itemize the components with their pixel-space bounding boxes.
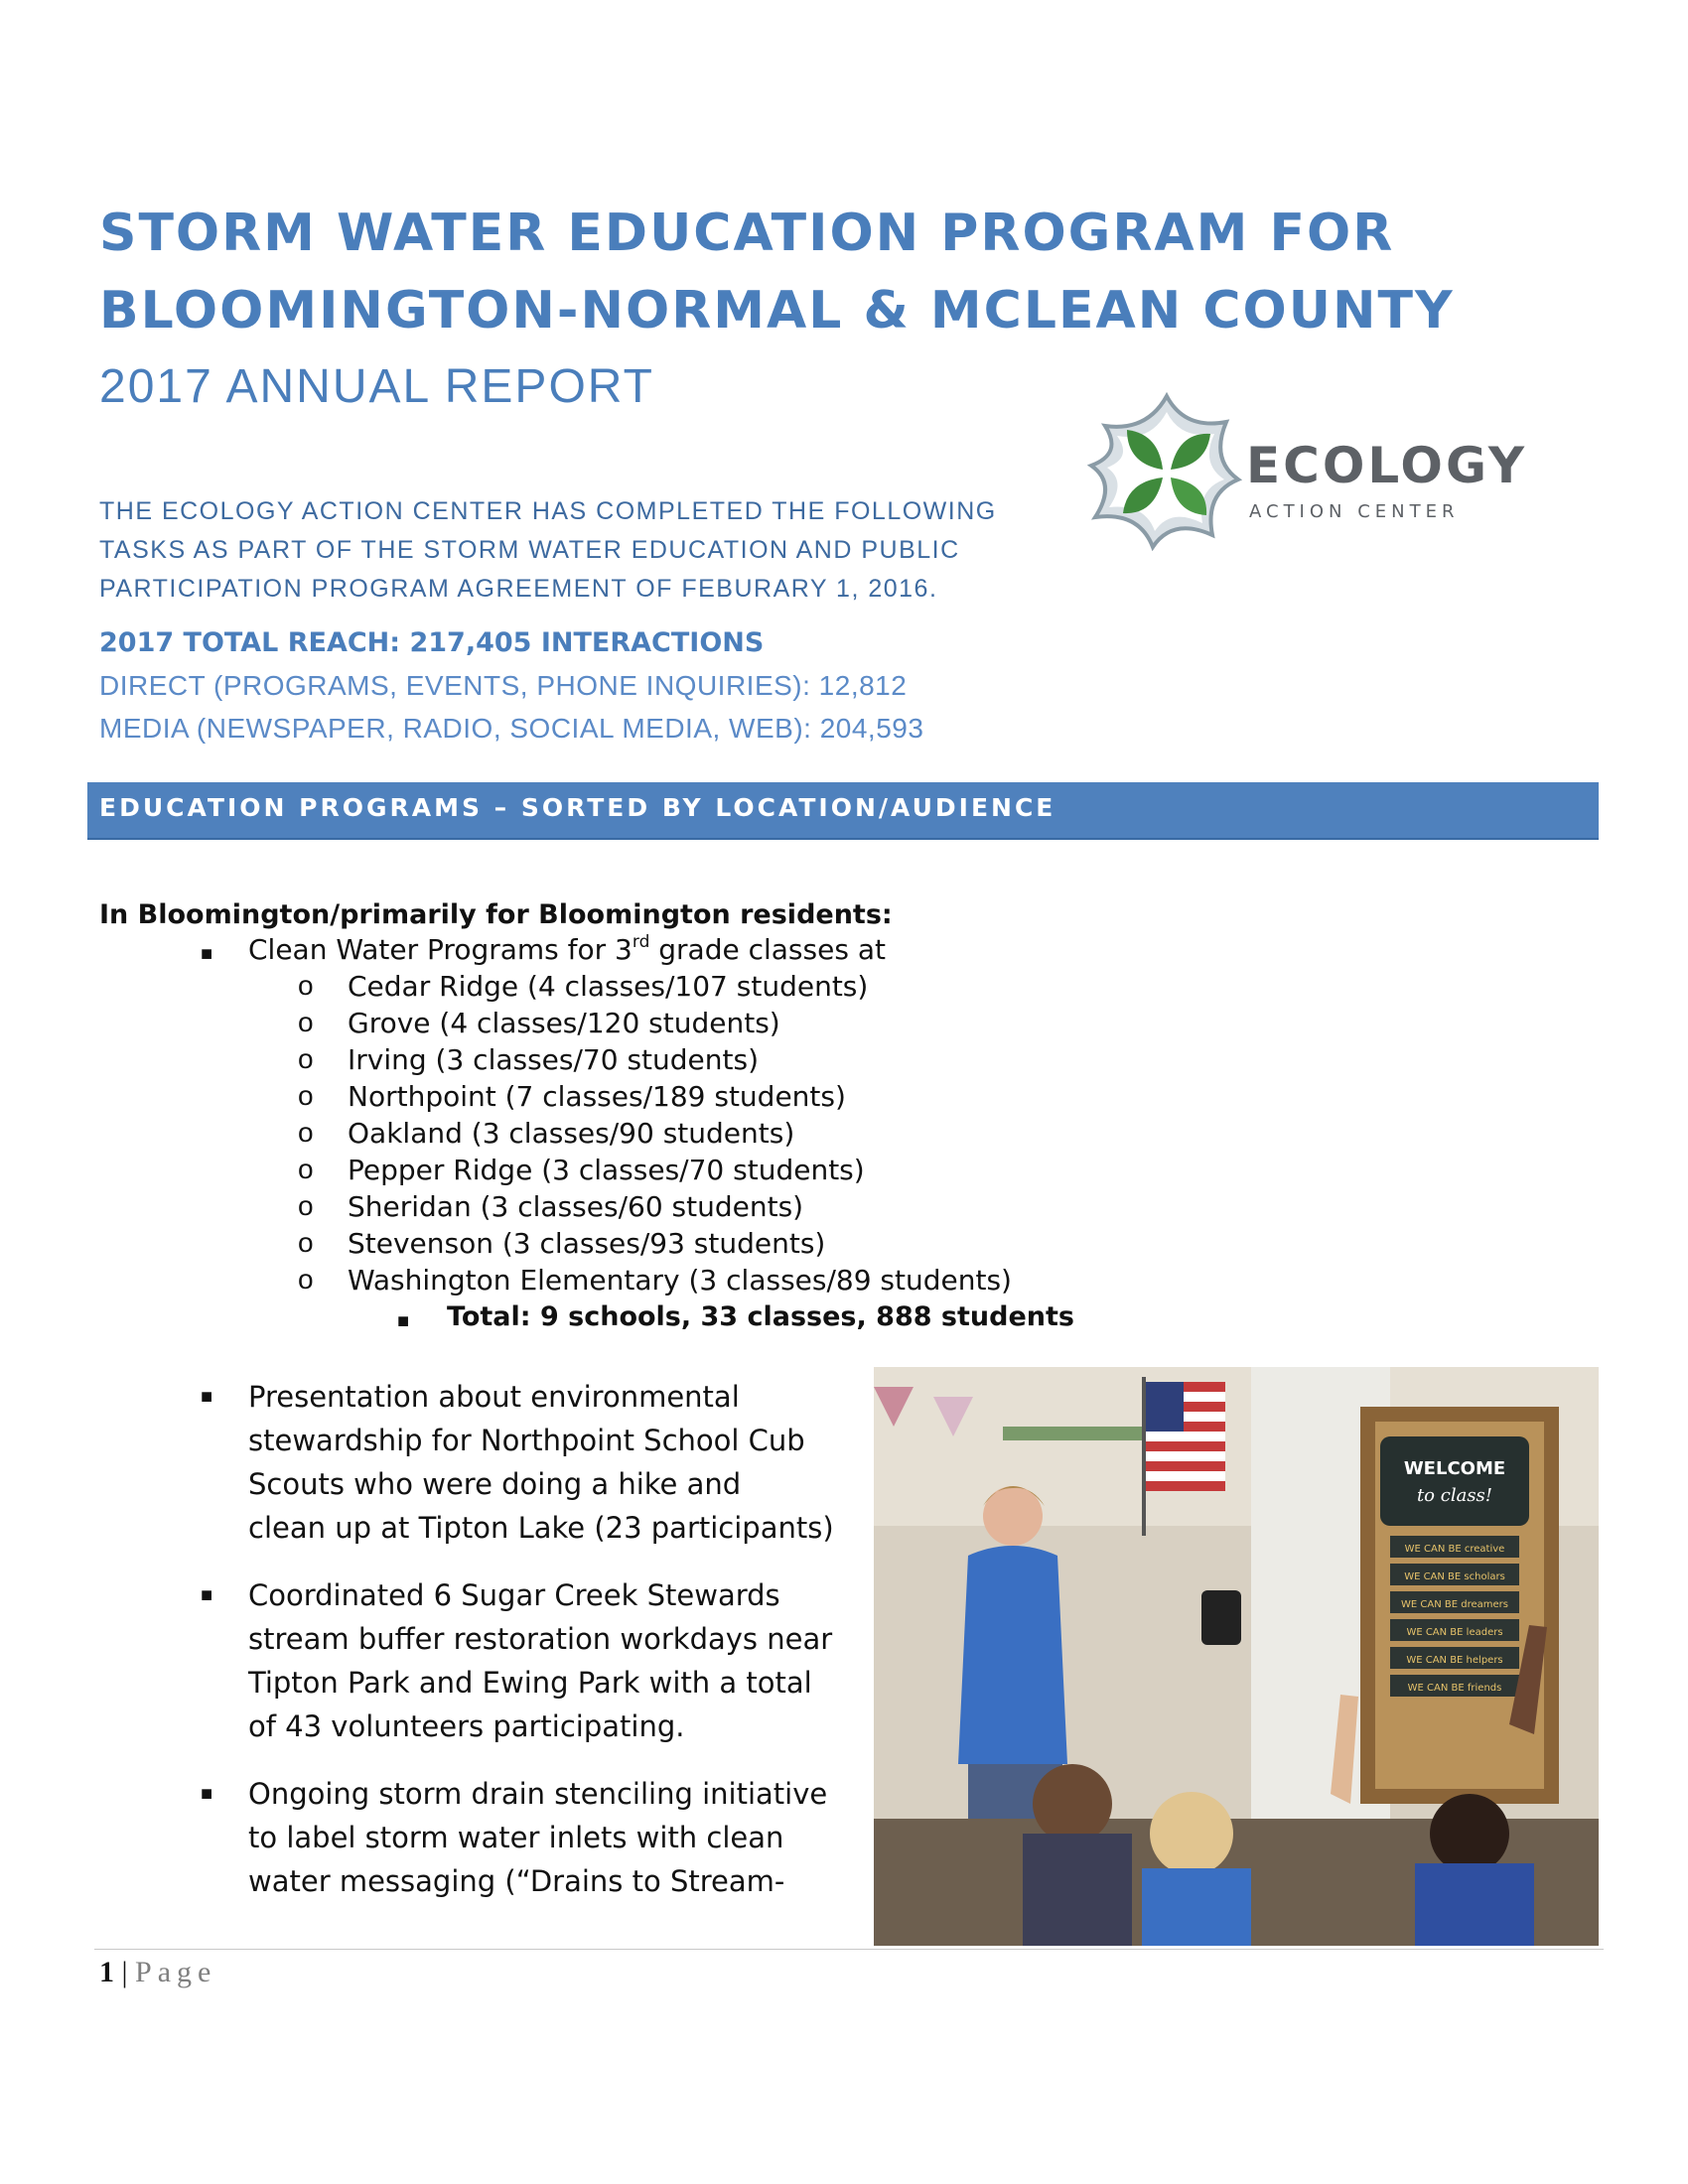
circle-bullet-icon: o [298,1043,314,1074]
school-item: Irving (3 classes/70 students) [348,1043,760,1076]
sugar-creek-stewards-item: Coordinated 6 Sugar Creek Stewards stream buffer restoration workdays near Tipton Park and Ewing Park with a total of 43 volunteers participating. [248,1578,833,1743]
classroom-photo [874,1367,1599,1946]
sign-row: WE CAN BE creative [1404,1544,1505,1555]
clean-water-total: Total: 9 schools, 33 classes, 888 students [447,1301,1074,1332]
location-heading: In Bloomington/primarily for Bloomington residents: [99,899,893,930]
sign-row: WE CAN BE leaders [1406,1627,1503,1638]
sign-title: WELCOME [1403,1458,1506,1479]
circle-bullet-icon: o [298,1190,314,1221]
direct-reach: DIRECT (PROGRAMS, EVENTS, PHONE INQUIRIES): 12,812 [99,670,908,701]
sign-row: WE CAN BE scholars [1404,1571,1505,1582]
sign-row: WE CAN BE helpers [1406,1655,1503,1666]
circle-bullet-icon: o [298,1007,314,1037]
circle-bullet-icon: o [298,1264,314,1295]
report-title-line-1: STORM WATER EDUCATION PROGRAM FOR [99,204,1395,263]
clean-water-programs-item: Clean Water Programs for 3rd grade classes at [248,932,886,966]
footer-rule [94,1949,1604,1950]
square-bullet-icon: ■ [397,1310,410,1332]
page-footer: 1 | Page [99,1956,217,1988]
section-title: EDUCATION PROGRAMS – SORTED BY LOCATION/AUDIENCE [99,793,1056,822]
logo-wordmark: ECOLOGY [1246,437,1528,494]
circle-bullet-icon: o [298,970,314,1001]
report-subtitle: 2017 ANNUAL REPORT [99,360,654,413]
sign-row: WE CAN BE dreamers [1401,1599,1508,1610]
total-reach: 2017 TOTAL REACH: 217,405 INTERACTIONS [99,627,765,658]
circle-bullet-icon: o [298,1117,314,1148]
school-item: Sheridan (3 classes/60 students) [348,1190,804,1223]
cub-scouts-presentation-item: Presentation about environmental stewardship for Northpoint School Cub Scouts who were doing a hike and clean up at Tipton Lake (23 participants) [248,1380,834,1545]
media-reach: MEDIA (NEWSPAPER, RADIO, SOCIAL MEDIA, WEB): 204,593 [99,713,924,744]
intro-paragraph: THE ECOLOGY ACTION CENTER HAS COMPLETED THE FOLLOWING TASKS AS PART OF THE STORM WATER EDUCATION AND PUBLIC PARTICIPATION PROGRAM AGREEMENT OF FEBURARY 1, 2016. [99,497,997,603]
school-item: Grove (4 classes/120 students) [348,1007,780,1039]
square-bullet-icon: ■ [201,1386,213,1408]
circle-bullet-icon: o [298,1227,314,1258]
sign-row: WE CAN BE friends [1407,1683,1502,1694]
school-item: Stevenson (3 classes/93 students) [348,1227,826,1260]
school-item: Northpoint (7 classes/189 students) [348,1080,846,1113]
report-title-line-2: BLOOMINGTON-NORMAL & MCLEAN COUNTY [99,281,1455,341]
sign-subtitle: to class! [1416,1485,1493,1506]
square-bullet-icon: ■ [201,1783,213,1805]
school-item: Pepper Ridge (3 classes/70 students) [348,1154,865,1186]
square-bullet-icon: ■ [201,943,213,965]
circle-bullet-icon: o [298,1080,314,1111]
school-item: Oakland (3 classes/90 students) [348,1117,795,1150]
logo-subtitle: ACTION CENTER [1249,501,1460,522]
circle-bullet-icon: o [298,1154,314,1184]
storm-drain-stenciling-item: Ongoing storm drain stenciling initiative to label storm water inlets with clean water messaging (“Drains to Stream- [248,1777,828,1898]
school-item: Washington Elementary (3 classes/89 students) [348,1264,1012,1297]
square-bullet-icon: ■ [201,1584,213,1606]
school-item: Cedar Ridge (4 classes/107 students) [348,970,869,1003]
